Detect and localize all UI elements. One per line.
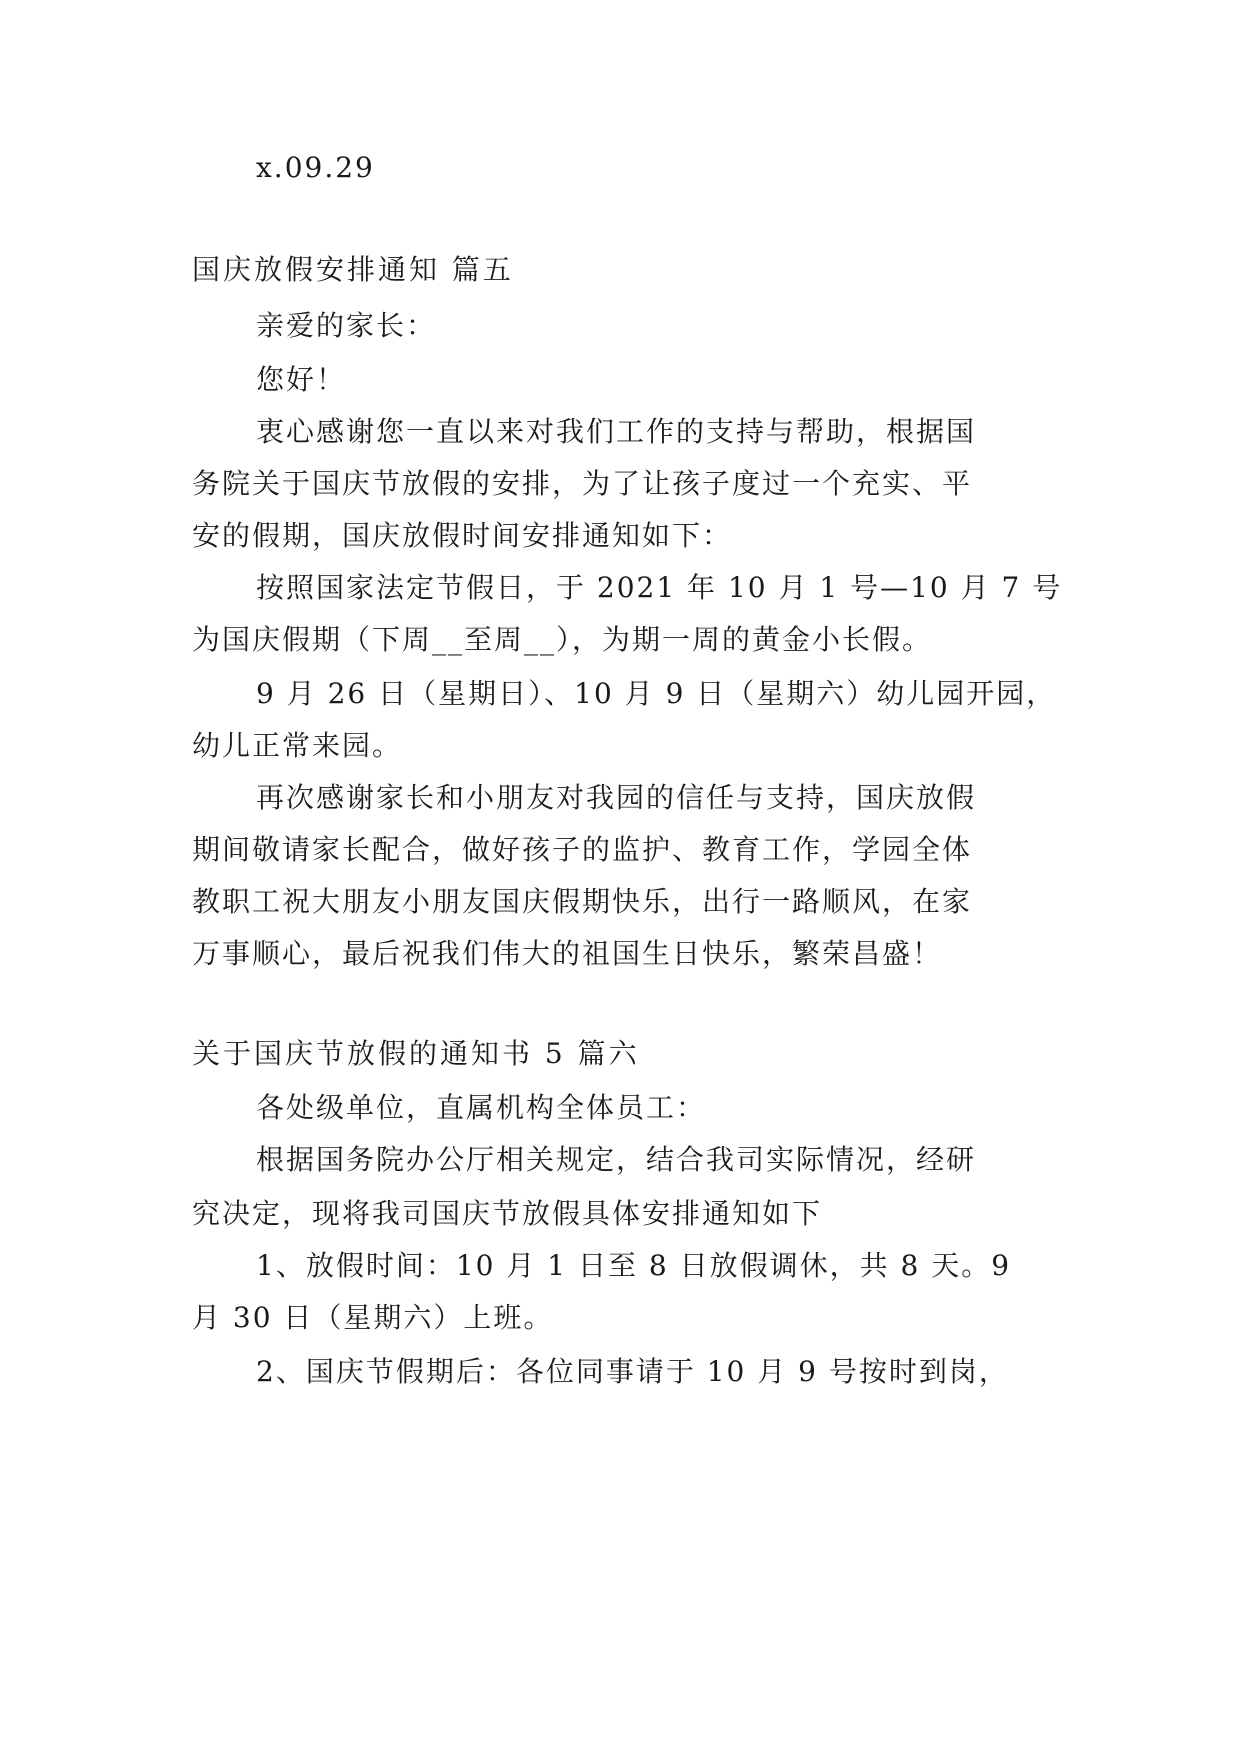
section5-p1-line1: 衷心感谢您一直以来对我们工作的支持与帮助，根据国 bbox=[256, 415, 977, 448]
section5-salutation: 您好！ bbox=[256, 363, 347, 396]
section6-p1-line2: 究决定，现将我司国庆节放假具体安排通知如下 bbox=[192, 1197, 823, 1230]
section5-p4-line4: 万事顺心，最后祝我们伟大的祖国生日快乐，繁荣昌盛！ bbox=[192, 937, 943, 970]
section5-greeting: 亲爱的家长： bbox=[256, 309, 437, 342]
section5-p4-line1: 再次感谢家长和小朋友对我园的信任与支持，国庆放假 bbox=[256, 781, 977, 814]
section5-heading: 国庆放假安排通知 篇五 bbox=[192, 253, 514, 286]
section6-p2-line1: 1、放假时间：10 月 1 日至 8 日放假调休，共 8 天。9 bbox=[256, 1249, 1012, 1282]
section5-p2-line1: 按照国家法定节假日，于 2021 年 10 月 1 号—10 月 7 号 bbox=[256, 571, 1063, 604]
section5-p3-line2: 幼儿正常来园。 bbox=[192, 729, 403, 762]
section5-p1-line3: 安的假期，国庆放假时间安排通知如下： bbox=[192, 519, 733, 552]
section6-p3-line1: 2、国庆节假期后：各位同事请于 10 月 9 号按时到岗， bbox=[256, 1355, 1009, 1388]
section6-heading: 关于国庆节放假的通知书 5 篇六 bbox=[192, 1037, 640, 1070]
date-line: x.09.29 bbox=[256, 151, 375, 184]
section6-greeting: 各处级单位，直属机构全体员工： bbox=[256, 1091, 707, 1124]
section5-p4-line3: 教职工祝大朋友小朋友国庆假期快乐，出行一路顺风，在家 bbox=[192, 885, 973, 918]
section5-p4-line2: 期间敬请家长配合，做好孩子的监护、教育工作，学园全体 bbox=[192, 833, 973, 866]
section5-p2-line2: 为国庆假期（下周__至周__），为期一周的黄金小长假。 bbox=[192, 623, 933, 656]
section5-p3-line1: 9 月 26 日（星期日）、10 月 9 日（星期六）幼儿园开园， bbox=[256, 677, 1057, 710]
section6-p1-line1: 根据国务院办公厅相关规定，结合我司实际情况，经研 bbox=[256, 1143, 977, 1176]
section5-p1-line2: 务院关于国庆节放假的安排，为了让孩子度过一个充实、平 bbox=[192, 467, 973, 500]
section6-p2-line2: 月 30 日（星期六）上班。 bbox=[192, 1301, 554, 1334]
